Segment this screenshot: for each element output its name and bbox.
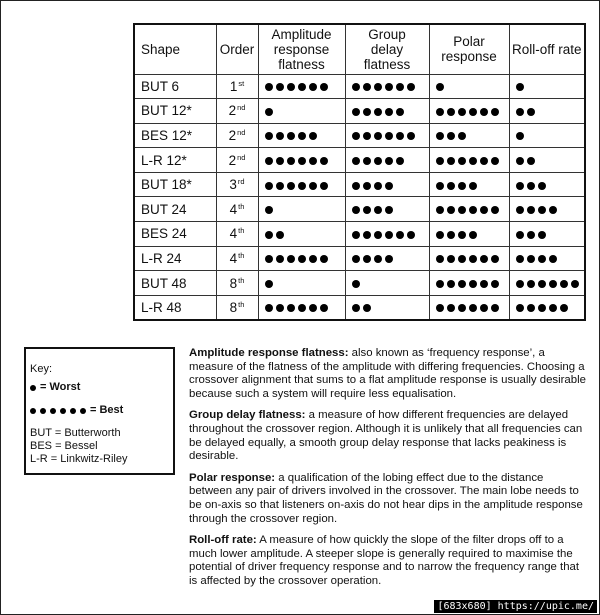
rating-group [345,74,429,99]
cell-shape: L-R 12* [134,148,216,173]
cell-shape: L-R 48 [134,295,216,320]
rating-dot-icon [385,255,393,263]
rating-dot-icon [385,83,393,91]
rating-amplitude [258,99,345,124]
rating-dot-icon [363,83,371,91]
rating-polar [429,99,509,124]
rating-dot-icon [363,255,371,263]
rating-dot-icon [30,385,36,391]
rating-dot-icon [549,304,557,312]
rating-polar [429,222,509,247]
rating-dot-icon [516,83,524,91]
rating-dot-icon [527,206,535,214]
table-row [134,197,585,222]
rating-dot-icon [374,157,382,165]
rating-rolloff [509,295,585,320]
rating-dot-icon [469,157,477,165]
rating-dot-icon [276,304,284,312]
rating-dot-icon [527,280,535,288]
rating-dot-icon [60,408,66,414]
rating-dot-icon [469,231,477,239]
rating-dot-icon [309,304,317,312]
table-row [134,123,585,148]
rating-dot-icon [458,304,466,312]
rating-dot-icon [320,255,328,263]
cell-order [216,123,258,148]
header-polar-line: response [441,49,497,65]
rating-dot-icon [436,157,444,165]
cell-order [216,99,258,124]
rating-dot-icon [436,182,444,190]
header-polar [429,24,509,74]
rating-dot-icon [407,132,415,140]
rating-polar [429,246,509,271]
rating-dot-icon [352,206,360,214]
rating-rolloff [509,74,585,99]
header-amplitude-line: response [273,41,330,57]
rating-dot-icon [458,206,466,214]
header-rolloff: Roll-off rate [509,24,585,74]
rating-dot-icon [276,83,284,91]
rating-dot-icon [352,231,360,239]
rating-dot-icon [491,108,499,116]
definition-term: Polar response: [189,471,276,484]
cell-order [216,197,258,222]
rating-dot-icon [436,280,444,288]
rating-dot-icon [276,231,284,239]
rating-dot-icon [516,206,524,214]
rating-dot-icon [352,132,360,140]
order-number: 4 [229,250,238,266]
crossover-comparison-table [133,23,586,321]
definition-term: Amplitude response flatness: [189,347,349,359]
rating-dot-icon [309,255,317,263]
rating-dot-icon [287,132,295,140]
rating-dot-icon [480,108,488,116]
order-suffix: th [238,226,245,236]
rating-group [345,246,429,271]
rating-dot-icon [374,108,382,116]
rating-dot-icon [447,132,455,140]
order-suffix: st [238,78,245,88]
rating-group [345,99,429,124]
rating-dot-icon [265,231,273,239]
key-best [30,404,173,417]
rating-dot-icon [458,108,466,116]
rating-dot-icon [480,206,488,214]
cell-order [216,148,258,173]
rating-dot-icon [265,157,273,165]
rating-dot-icon [407,83,415,91]
rating-dot-icon [436,108,444,116]
rating-dot-icon [385,182,393,190]
rating-dot-icon [320,182,328,190]
definitions [189,347,589,597]
rating-dot-icon [309,157,317,165]
table-row [134,172,585,197]
cell-shape: BUT 18* [134,172,216,197]
rating-dot-icon [320,157,328,165]
rating-rolloff [509,99,585,124]
key-best-label: = Best [90,404,124,416]
rating-dot-icon [538,182,546,190]
rating-dot-icon [458,182,466,190]
rating-dot-icon [385,206,393,214]
rating-dot-icon [352,280,360,288]
order-number: 3 [229,177,237,193]
rating-dot-icon [436,231,444,239]
rating-dot-icon [447,280,455,288]
definition-polar [189,472,589,526]
rating-dot-icon [516,231,524,239]
rating-dot-icon [298,132,306,140]
rating-dot-icon [469,255,477,263]
rating-dot-icon [436,206,444,214]
table-row [134,148,585,173]
rating-dot-icon [480,280,488,288]
order-suffix: th [238,275,245,285]
rating-group [345,148,429,173]
rating-group [345,295,429,320]
key-abbreviation: BES = Bessel [30,440,98,452]
rating-group [345,172,429,197]
rating-dot-icon [298,182,306,190]
rating-polar [429,271,509,296]
rating-dot-icon [374,231,382,239]
order-suffix: nd [237,103,246,113]
table-row [134,295,585,320]
order-number: 8 [229,299,238,315]
rating-dot-icon [352,304,360,312]
rating-dot-icon [309,182,317,190]
key-abbreviation: L-R = Linkwitz-Riley [30,453,128,465]
rating-dot-icon [265,108,273,116]
definition-term: Group delay flatness: [189,409,306,422]
rating-dot-icon [560,304,568,312]
rating-dot-icon [516,157,524,165]
rating-group [345,271,429,296]
cell-shape: BUT 12* [134,99,216,124]
rating-dot-icon [320,304,328,312]
rating-dot-icon [538,304,546,312]
rating-dot-icon [549,280,557,288]
rating-polar [429,197,509,222]
rating-dot-icon [538,255,546,263]
rating-dot-icon [70,408,76,414]
rating-dot-icon [549,255,557,263]
order-number: 2 [228,103,237,119]
definition-rolloff [189,534,589,588]
rating-dot-icon [265,280,273,288]
rating-dot-icon [50,408,56,414]
rating-dot-icon [276,255,284,263]
rating-dot-icon [538,280,546,288]
definition-text: A measure of how quickly the slope of the filter drops off to a much lower amplitude. A steeper slope is generally required to maximise the potential of driver frequency response and to narrow the frequency range that is affected by the crossover operation. [189,534,580,587]
order-number: 2 [228,152,237,168]
rating-dot-icon [516,280,524,288]
rating-dot-icon [363,304,371,312]
rating-dot-icon [436,255,444,263]
rating-dot-icon [469,280,477,288]
rating-dot-icon [385,108,393,116]
cell-shape: BUT 24 [134,197,216,222]
rating-dot-icon [447,206,455,214]
rating-dot-icon [447,108,455,116]
rating-group [345,123,429,148]
rating-dot-icon [374,132,382,140]
table-row [134,246,585,271]
rating-rolloff [509,246,585,271]
rating-amplitude [258,271,345,296]
rating-dot-icon [265,182,273,190]
rating-amplitude [258,148,345,173]
rating-rolloff [509,197,585,222]
header-group-line: Group [368,26,406,42]
rating-dot-icon [385,231,393,239]
rating-dot-icon [276,182,284,190]
order-suffix: nd [237,152,246,162]
header-amplitude-line: flatness [278,56,325,72]
order-number: 1 [229,78,238,94]
rating-dot-icon [491,280,499,288]
rating-dot-icon [458,231,466,239]
definition-amplitude [189,347,589,401]
rating-dot-icon [352,83,360,91]
rating-dot-icon [320,83,328,91]
rating-dot-icon [516,132,524,140]
rating-dot-icon [447,157,455,165]
rating-dot-icon [516,108,524,116]
cell-order [216,246,258,271]
rating-dot-icon [309,132,317,140]
rating-dot-icon [352,157,360,165]
header-polar-line: Polar [453,34,485,50]
definition-group-delay [189,409,589,463]
cell-shape: BUT 48 [134,271,216,296]
rating-dot-icon [265,132,273,140]
order-suffix: th [238,299,245,309]
rating-rolloff [509,148,585,173]
rating-dot-icon [516,182,524,190]
rating-dot-icon [363,132,371,140]
table-row [134,99,585,124]
rating-dot-icon [363,206,371,214]
rating-dot-icon [458,280,466,288]
rating-dot-icon [396,231,404,239]
rating-polar [429,74,509,99]
rating-dot-icon [352,255,360,263]
order-number: 4 [229,226,238,242]
order-suffix: th [238,201,245,211]
rating-dot-icon [480,304,488,312]
header-group-line: delay [370,41,404,57]
rating-dot-icon [298,255,306,263]
rating-dot-icon [385,132,393,140]
rating-dot-icon [491,304,499,312]
rating-dot-icon [447,304,455,312]
cell-shape: L-R 24 [134,246,216,271]
table-body [134,74,585,320]
rating-dot-icon [396,83,404,91]
definition-text: also known as ‘frequency response’, a measure of the flatness of the amplitude with differing frequencies. Choosing a crossover alignment that sums to a flat amplitude response is usually desirable because such a system will require less equalisation. [189,347,586,400]
rating-dot-icon [80,408,86,414]
rating-dot-icon [287,255,295,263]
rating-dot-icon [527,182,535,190]
rating-amplitude [258,74,345,99]
rating-dot-icon [458,157,466,165]
rating-dot-icon [396,157,404,165]
cell-shape: BUT 6 [134,74,216,99]
rating-dot-icon [480,255,488,263]
rating-amplitude [258,123,345,148]
cell-order [216,271,258,296]
rating-dot-icon [374,255,382,263]
rating-dot-icon [287,83,295,91]
rating-rolloff [509,123,585,148]
table-row [134,222,585,247]
rating-dot-icon [491,255,499,263]
table-row [134,271,585,296]
rating-dot-icon [265,83,273,91]
key-abbreviation: BUT = Butterworth [30,427,121,439]
rating-dot-icon [265,255,273,263]
order-suffix: th [238,250,245,260]
rating-dot-icon [276,157,284,165]
cell-order [216,74,258,99]
definition-text: a measure of how different frequencies are delayed throughout the crossover region. Although it is unlikely that all frequencies can be delayed equally, a smooth group delay response that lacks peakiness is desirable. [189,409,583,463]
rating-rolloff [509,172,585,197]
rating-dot-icon [527,304,535,312]
rating-dot-icon [491,157,499,165]
rating-dot-icon [374,206,382,214]
rating-dot-icon [491,206,499,214]
table-row [134,74,585,99]
rating-dot-icon [447,231,455,239]
rating-dot-icon [458,132,466,140]
order-suffix: nd [237,127,246,137]
key-title: Key: [30,363,53,375]
rating-dot-icon [30,408,36,414]
definition-term: Roll-off rate: [189,534,257,547]
watermark: [683x680] https://upic.me/ [434,600,597,613]
rating-dot-icon [396,108,404,116]
table-header-row [134,24,585,74]
rating-dot-icon [363,182,371,190]
header-group-delay [345,24,429,74]
rating-dot-icon [469,304,477,312]
rating-dot-icon [436,304,444,312]
rating-dot-icon [385,157,393,165]
rating-dot-icon [469,182,477,190]
rating-polar [429,148,509,173]
rating-group [345,222,429,247]
header-order: Order [216,24,258,74]
header-amplitude-line: Amplitude [271,26,332,42]
order-suffix: rd [237,177,245,187]
rating-dot-icon [287,157,295,165]
rating-amplitude [258,246,345,271]
rating-dot-icon [458,255,466,263]
rating-dot-icon [40,408,46,414]
key-worst-label: = Worst [40,381,81,393]
rating-rolloff [509,271,585,296]
rating-dot-icon [527,157,535,165]
rating-dot-icon [527,108,535,116]
rating-dot-icon [309,83,317,91]
header-group-line: flatness [363,56,411,72]
rating-dot-icon [560,280,568,288]
rating-dot-icon [447,255,455,263]
rating-dot-icon [549,206,557,214]
cell-shape: BES 12* [134,123,216,148]
rating-polar [429,123,509,148]
rating-dot-icon [363,108,371,116]
rating-dot-icon [276,132,284,140]
cell-order [216,222,258,247]
order-number: 2 [228,127,237,143]
rating-dot-icon [571,280,579,288]
rating-dot-icon [538,206,546,214]
rating-dot-icon [538,231,546,239]
rating-polar [429,295,509,320]
rating-polar [429,172,509,197]
rating-amplitude [258,222,345,247]
definition-text: a qualification of the lobing effect due to the distance between any pair of drivers involved in the crossover. The main lobe needs to be on-axis so that listeners on-axis do not hear dips in the amplitude response through the crossover region. [189,471,583,525]
cell-order [216,295,258,320]
rating-dot-icon [287,182,295,190]
rating-dot-icon [527,231,535,239]
order-number: 8 [229,275,238,291]
rating-dot-icon [396,132,404,140]
rating-dot-icon [352,108,360,116]
rating-dot-icon [480,157,488,165]
rating-dot-icon [287,304,295,312]
rating-dot-icon [374,182,382,190]
rating-dot-icon [469,206,477,214]
rating-rolloff [509,222,585,247]
rating-dot-icon [469,108,477,116]
key-worst [30,381,173,394]
rating-dot-icon [298,304,306,312]
cell-order [216,172,258,197]
rating-dot-icon [436,83,444,91]
rating-group [345,197,429,222]
rating-dot-icon [363,157,371,165]
rating-dot-icon [298,83,306,91]
header-shape: Shape [134,24,216,74]
rating-amplitude [258,197,345,222]
rating-dot-icon [265,206,273,214]
key-box [24,347,175,475]
rating-dot-icon [374,83,382,91]
rating-dot-icon [407,231,415,239]
rating-amplitude [258,172,345,197]
rating-dot-icon [352,182,360,190]
rating-dot-icon [447,182,455,190]
order-number: 4 [229,201,238,217]
rating-dot-icon [516,304,524,312]
rating-dot-icon [436,132,444,140]
rating-dot-icon [527,255,535,263]
rating-amplitude [258,295,345,320]
rating-dot-icon [298,157,306,165]
rating-dot-icon [363,231,371,239]
header-amplitude [258,24,345,74]
rating-dot-icon [516,255,524,263]
cell-shape: BES 24 [134,222,216,247]
rating-dot-icon [265,304,273,312]
